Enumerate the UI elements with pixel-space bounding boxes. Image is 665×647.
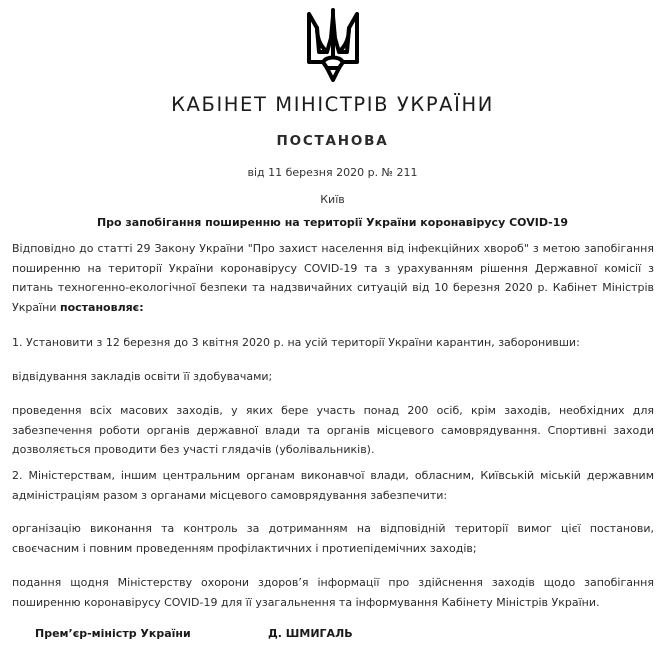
intro-paragraph (12, 239, 654, 317)
item-2-paragraph: 2. Міністерствам, іншим центральним органам виконавчої влади, обласним, Київській міській державним адміністраціям разом з органами місцевого самоврядування забезпечити: (12, 469, 654, 502)
item-1b-paragraph: проведення всіх масових заходів, у яких бере участь понад 200 осіб, крім заходів, необхідних для забезпечення роботи органів державної влади та органів місцевого самоврядування. Спортивні заходи дозволяється проводити без участі глядачів (уболівальників). (12, 404, 654, 456)
document-subject: Про запобігання поширенню на території України коронавірусу COVID-19 (96, 216, 569, 229)
organization-title: КАБІНЕТ МІНІСТРІВ УКРАЇНИ (171, 93, 494, 116)
trident-coat-of-arms-icon (303, 6, 363, 84)
item-1-paragraph: 1. Установити з 12 березня до 3 квітня 2020 р. на усій території України карантин, заборонивши: (12, 336, 580, 349)
document-date-number: від 11 березня 2020 р. № 211 (247, 166, 418, 179)
signatory-title: Прем’єр-міністр України (35, 627, 191, 640)
item-2a-paragraph: організацію виконання та контроль за дотриманням на відповідній території вимог цієї постанови, своєчасним і повним проведенням профілактичних і протиепідемічних заходів; (12, 522, 654, 555)
resolves-label: постановляє: (59, 300, 144, 314)
item-2b-paragraph: подання щодня Міністерству охорони здоров’я інформації про здійснення заходів щодо запобігання поширенню коронавірусу COVID-19 для її узагальнення та інформування Кабінету Міністрів України. (12, 576, 654, 609)
intro-text: Відповідно до статті 29 Закону України "Про захист населення від інфекційних хвороб" з метою запобігання поширенню на території України коронавірусу COVID-19 та з урахуванням рішення Державної комісії з питань техногенно-екологічної безпеки та надзвичайних ситуацій від 10 березня 2020 р. Кабінет Міністрів України (12, 242, 654, 314)
document-type: ПОСТАНОВА (276, 133, 389, 149)
item-1a-paragraph: відвідування закладів освіти її здобувачами; (12, 370, 273, 383)
signatory-name: Д. ШМИГАЛЬ (268, 627, 353, 640)
document-city: Київ (320, 193, 345, 206)
